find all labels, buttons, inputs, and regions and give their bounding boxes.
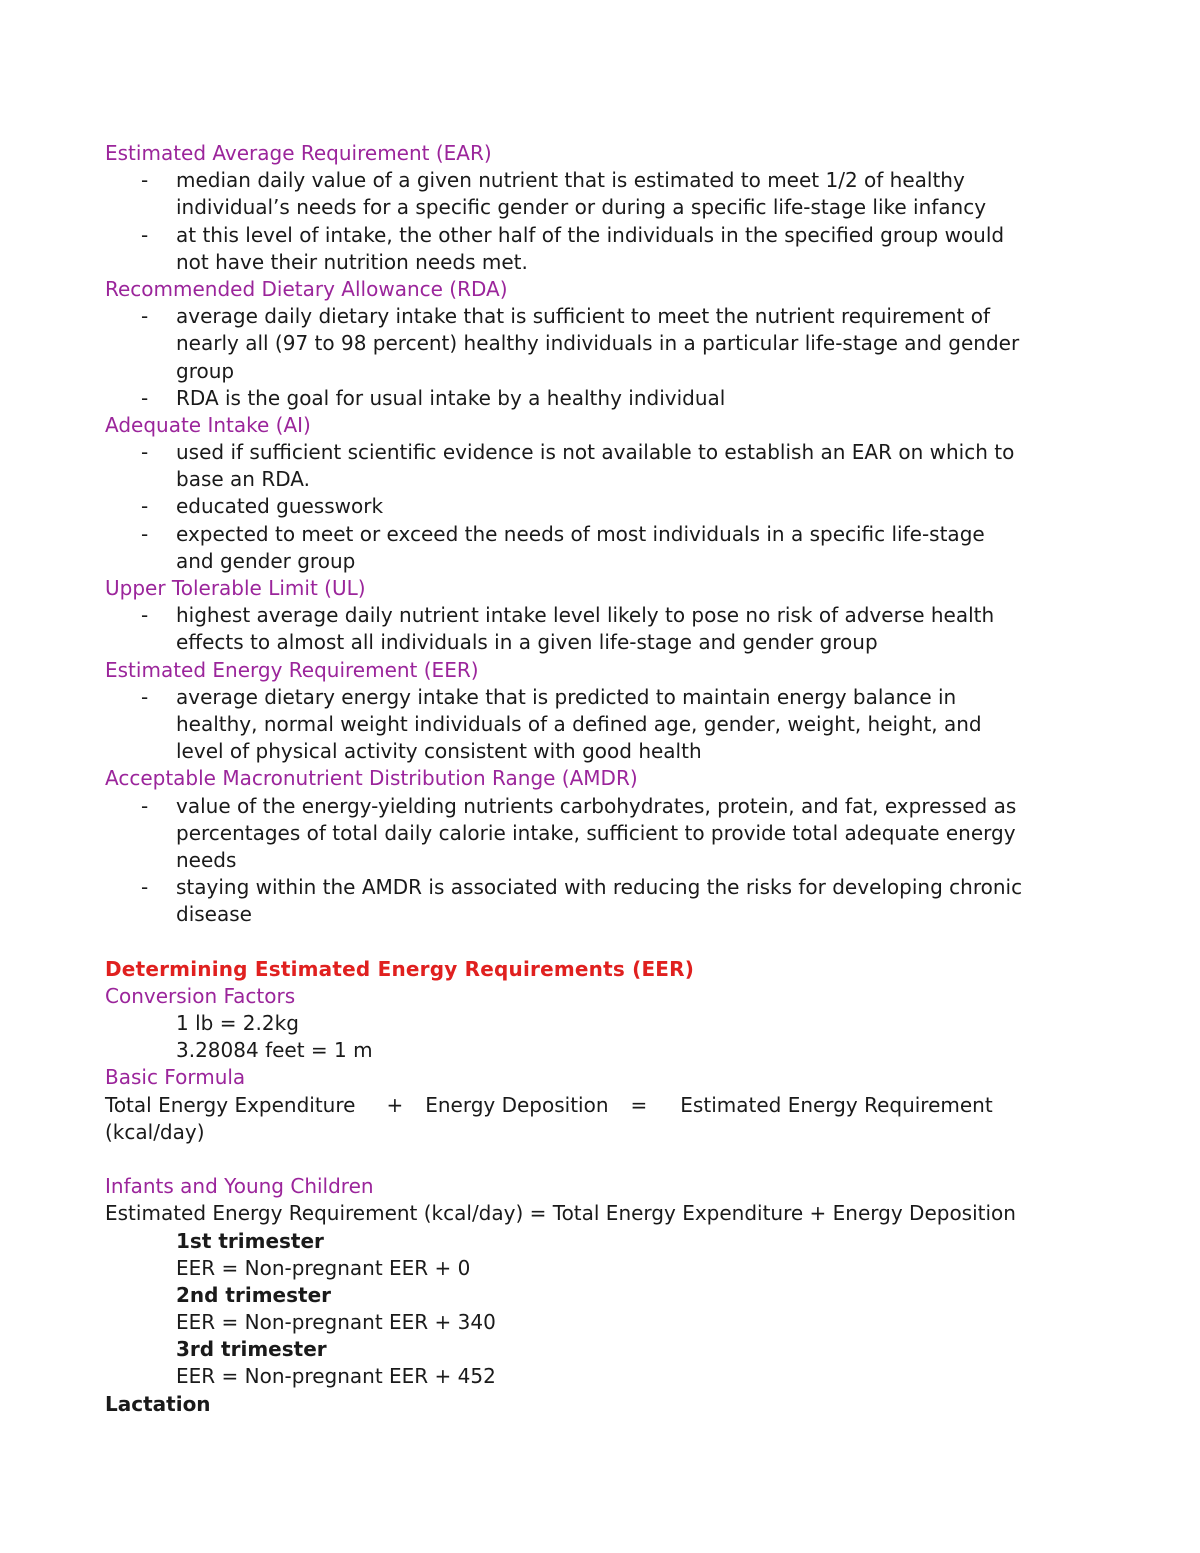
bullet-line bbox=[105, 711, 1105, 738]
bullet-line bbox=[105, 738, 1105, 765]
bullet-dash: - bbox=[141, 521, 149, 546]
bullet-text: at this level of intake, the other half of the individuals in the specified group would bbox=[176, 222, 1005, 247]
bullet-line bbox=[105, 167, 1105, 194]
basic-formula bbox=[105, 1092, 1105, 1119]
bullet-text: group bbox=[176, 358, 235, 383]
bullet-text: not have their nutrition needs met. bbox=[176, 249, 528, 274]
bullet-text: value of the energy-yielding nutrients carbohydrates, protein, and fat, expressed as bbox=[176, 793, 1017, 818]
bullet-line bbox=[105, 901, 1105, 928]
formula-operator: = bbox=[630, 1092, 648, 1117]
bullet-dash: - bbox=[141, 494, 149, 519]
conversion-line: 1 lb = 2.2kg bbox=[176, 1011, 299, 1035]
definition-heading: Recommended Dietary Allowance (RDA) bbox=[105, 276, 508, 301]
bullet-text: highest average daily nutrient intake level likely to pose no risk of adverse health bbox=[176, 603, 995, 628]
bullet-text: expected to meet or exceed the needs of most individuals in a specific life-stage bbox=[176, 521, 985, 546]
bullet-dash: - bbox=[141, 304, 149, 329]
bullet-line bbox=[105, 330, 1105, 357]
bullet-line bbox=[105, 439, 1105, 466]
definitions-section bbox=[105, 140, 1105, 928]
bullet-text: needs bbox=[176, 847, 237, 872]
bullet-text: level of physical activity consistent with good health bbox=[176, 739, 702, 764]
bullet-dash: - bbox=[141, 875, 149, 900]
formula-term: Energy Deposition bbox=[425, 1092, 609, 1117]
bullet-text: base an RDA. bbox=[176, 467, 310, 492]
bullet-text: educated guesswork bbox=[176, 494, 384, 519]
conversion-line: 3.28084 feet = 1 m bbox=[176, 1038, 373, 1063]
bullet-dash: - bbox=[141, 440, 149, 465]
definition-heading: Estimated Energy Requirement (EER) bbox=[105, 657, 479, 682]
bullet-line bbox=[105, 358, 1105, 385]
bullet-line bbox=[105, 629, 1105, 656]
bullet-line bbox=[105, 249, 1105, 276]
bullet-text: disease bbox=[176, 902, 252, 927]
infants-formula: Estimated Energy Requirement (kcal/day) = Total Energy Expenditure + Energy Deposition bbox=[105, 1201, 1016, 1226]
bullet-text: median daily value of a given nutrient that is estimated to meet 1/2 of healthy bbox=[176, 168, 965, 193]
bullet-dash: - bbox=[141, 793, 149, 818]
formula-term: Total Energy Expenditure bbox=[105, 1092, 356, 1117]
trimester-formula: EER = Non-pregnant EER + 0 bbox=[176, 1255, 471, 1280]
bullet-text: used if sufficient scientific evidence is not available to establish an EAR on which to bbox=[176, 440, 1015, 465]
bullet-text: effects to almost all individuals in a given life-stage and gender group bbox=[176, 630, 878, 655]
bullet-dash: - bbox=[141, 385, 149, 410]
bullet-line bbox=[105, 466, 1105, 493]
trimester-label: 1st trimester bbox=[176, 1228, 324, 1253]
bullet-line bbox=[105, 820, 1105, 847]
bullet-line bbox=[105, 684, 1105, 711]
bullet-line bbox=[105, 493, 1105, 520]
bullet-line bbox=[105, 874, 1105, 901]
formula-unit: (kcal/day) bbox=[105, 1119, 205, 1144]
bullet-text: average dietary energy intake that is predicted to maintain energy balance in bbox=[176, 684, 957, 709]
definition-heading: Acceptable Macronutrient Distribution Range (AMDR) bbox=[105, 766, 638, 791]
formula-result: Estimated Energy Requirement bbox=[680, 1092, 993, 1117]
trimester-label: 3rd trimester bbox=[176, 1337, 327, 1362]
bullet-text: individual’s needs for a specific gender or during a specific life-stage like infancy bbox=[176, 195, 987, 220]
bullet-text: and gender group bbox=[176, 548, 356, 573]
bullet-line bbox=[105, 194, 1105, 221]
bullet-text: healthy, normal weight individuals of a defined age, gender, weight, height, and bbox=[176, 711, 982, 736]
bullet-line bbox=[105, 222, 1105, 249]
bullet-dash: - bbox=[141, 603, 149, 628]
bullet-text: nearly all (97 to 98 percent) healthy individuals in a particular life-stage and gender bbox=[176, 331, 1020, 356]
bullet-text: average daily dietary intake that is sufficient to meet the nutrient requirement of bbox=[176, 304, 990, 329]
trimester-formula: EER = Non-pregnant EER + 340 bbox=[176, 1310, 496, 1335]
document-page bbox=[105, 140, 1105, 1418]
trimester-formula: EER = Non-pregnant EER + 452 bbox=[176, 1364, 496, 1389]
definition-heading: Upper Tolerable Limit (UL) bbox=[105, 576, 366, 600]
bullet-line bbox=[105, 385, 1105, 412]
infants-heading: Infants and Young Children bbox=[105, 1174, 374, 1199]
lactation-heading: Lactation bbox=[105, 1391, 211, 1416]
bullet-line bbox=[105, 521, 1105, 548]
bullet-dash: - bbox=[141, 684, 149, 709]
bullet-text: staying within the AMDR is associated with reducing the risks for developing chronic bbox=[176, 875, 1023, 900]
bullet-line bbox=[105, 793, 1105, 820]
bullet-line bbox=[105, 303, 1105, 330]
bullet-dash: - bbox=[141, 168, 149, 193]
basic-formula-heading: Basic Formula bbox=[105, 1065, 246, 1090]
trimester-label: 2nd trimester bbox=[176, 1282, 332, 1307]
bullet-text: percentages of total daily calorie intake, sufficient to provide total adequate energy bbox=[176, 820, 1016, 845]
bullet-line bbox=[105, 602, 1105, 629]
eer-section-title: Determining Estimated Energy Requirements (EER) bbox=[105, 956, 695, 981]
bullet-dash: - bbox=[141, 222, 149, 247]
conversion-factors-heading: Conversion Factors bbox=[105, 983, 296, 1008]
formula-operator: + bbox=[386, 1092, 404, 1117]
bullet-text: RDA is the goal for usual intake by a healthy individual bbox=[176, 385, 726, 410]
bullet-line bbox=[105, 548, 1105, 575]
definition-heading: Estimated Average Requirement (EAR) bbox=[105, 141, 492, 165]
definition-heading: Adequate Intake (AI) bbox=[105, 412, 311, 437]
bullet-line bbox=[105, 847, 1105, 874]
